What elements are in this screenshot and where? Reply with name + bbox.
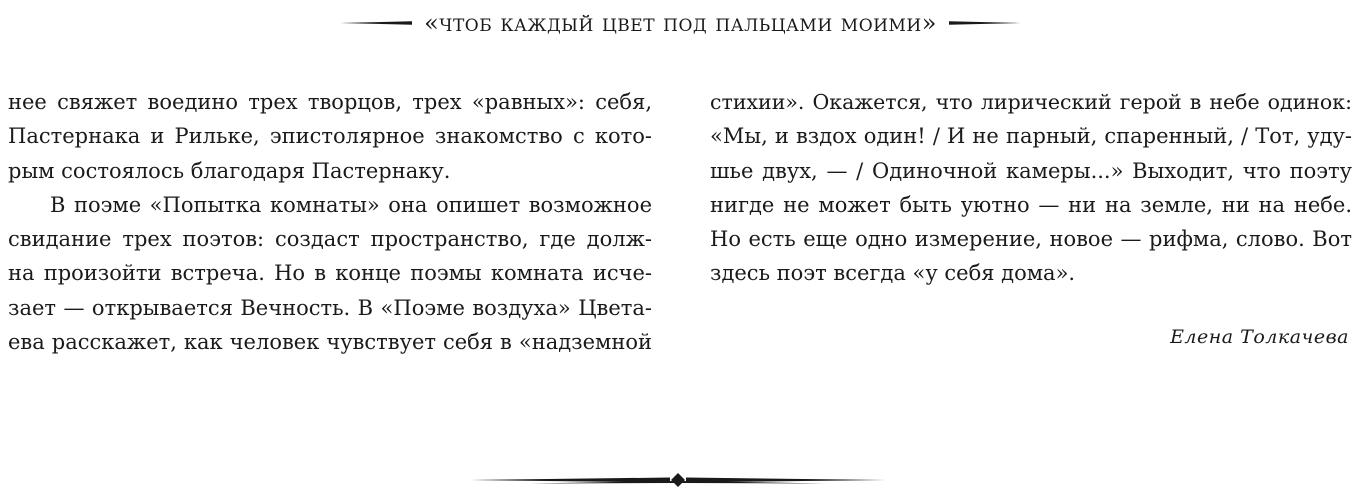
left-line-3: рым состоялось благодаря Пастернаку. (8, 158, 451, 183)
ornament-divider (470, 471, 886, 489)
left-column (8, 85, 652, 359)
left-line-2: Пастернака и Рильке, эпистолярное знакомство с кото- (8, 124, 652, 149)
header-right-rule (949, 20, 1021, 26)
header-title: «чтоб каждый цвет под пальцами моими» (424, 9, 937, 37)
right-line-1: стихии». Окажется, что лирический герой в небе одинок: (710, 90, 1352, 114)
left-line-5: свидание трех поэтов: создаст пространство, где долж- (8, 227, 652, 252)
right-line-3: шье двух, — / Одиночной камеры...» Выходит, что поэту (710, 158, 1352, 183)
right-line-5: Но есть еще одно измерение, новое — рифма, слово. Вот (710, 227, 1352, 252)
right-line-4: нигде не может быть уютно — ни на земле, ни на небе. (710, 192, 1352, 217)
right-column (710, 85, 1352, 291)
running-header (0, 6, 1361, 40)
left-line-7: зает — открывается Вечность. В «Поэме воздуха» Цвета- (8, 295, 652, 320)
left-line-6: на произойти встреча. Но в конце поэмы комната исче- (8, 261, 652, 286)
right-line-6: здесь поэт всегда «у себя дома». (710, 261, 1076, 286)
author-signature: Елена Толкачева (1170, 326, 1349, 348)
left-line-8: ева расскажет, как человек чувствует себя в «надземной (8, 330, 652, 355)
left-line-4: В поэме «Попытка комнаты» она опишет возможное (50, 192, 652, 217)
left-line-1: нее свяжет воедино трех творцов, трех «равных»: себя, (8, 90, 652, 114)
header-left-rule (340, 20, 412, 26)
right-line-2: «Мы, и вздох один! / И не парный, спаренный, / Тот, уду- (710, 124, 1352, 149)
